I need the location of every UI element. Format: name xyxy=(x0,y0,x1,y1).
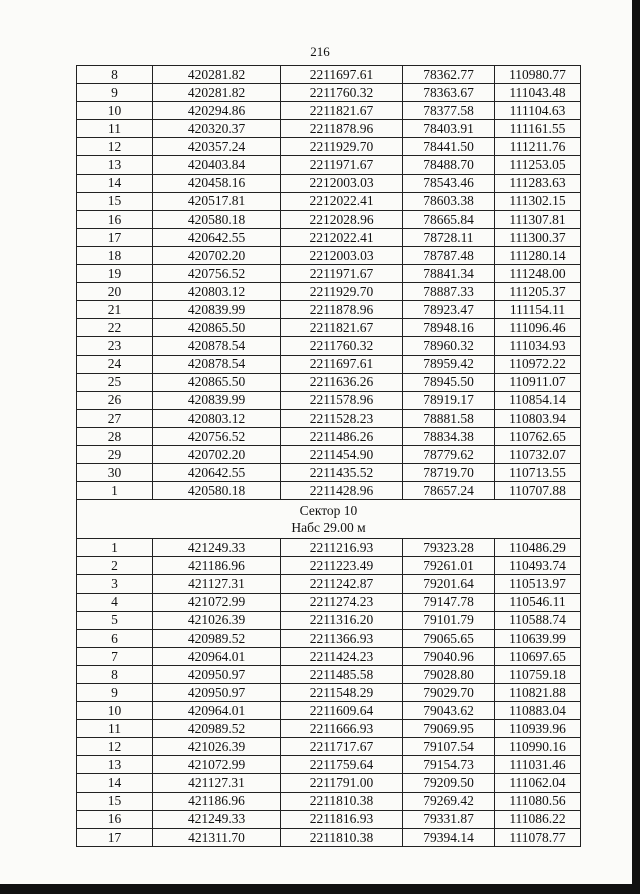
y-coordinate-cell: 2211454.90 xyxy=(281,445,403,463)
x-local-cell: 78441.50 xyxy=(403,138,495,156)
y-local-cell: 111104.63 xyxy=(495,102,581,120)
x-coordinate-cell: 420702.20 xyxy=(153,445,281,463)
x-local-cell: 78834.38 xyxy=(403,427,495,445)
x-coordinate-cell: 420878.54 xyxy=(153,337,281,355)
point-number-cell: 25 xyxy=(77,373,153,391)
y-local-cell: 110803.94 xyxy=(495,409,581,427)
y-coordinate-cell: 2211929.70 xyxy=(281,138,403,156)
x-coordinate-cell: 420989.52 xyxy=(153,720,281,738)
y-local-cell: 110713.55 xyxy=(495,464,581,482)
x-coordinate-cell: 420580.18 xyxy=(153,482,281,500)
point-number-cell: 18 xyxy=(77,246,153,264)
y-local-cell: 111205.37 xyxy=(495,283,581,301)
table-row xyxy=(77,464,581,482)
x-local-cell: 78923.47 xyxy=(403,301,495,319)
x-coordinate-cell: 420950.97 xyxy=(153,684,281,702)
y-local-cell: 111078.77 xyxy=(495,828,581,846)
point-number-cell: 16 xyxy=(77,210,153,228)
y-coordinate-cell: 2211971.67 xyxy=(281,156,403,174)
y-coordinate-cell: 2211697.61 xyxy=(281,66,403,84)
x-coordinate-cell: 420281.82 xyxy=(153,66,281,84)
y-coordinate-cell: 2211821.67 xyxy=(281,319,403,337)
y-local-cell: 110854.14 xyxy=(495,391,581,409)
y-local-cell: 110762.65 xyxy=(495,427,581,445)
sector-header xyxy=(77,500,581,539)
sector-height-label: Набс 29.00 м xyxy=(291,520,366,536)
x-local-cell: 79069.95 xyxy=(403,720,495,738)
point-number-cell: 9 xyxy=(77,84,153,102)
y-coordinate-cell: 2211223.49 xyxy=(281,557,403,575)
y-local-cell: 111161.55 xyxy=(495,120,581,138)
x-local-cell: 78779.62 xyxy=(403,445,495,463)
point-number-cell: 16 xyxy=(77,810,153,828)
x-coordinate-cell: 420357.24 xyxy=(153,138,281,156)
table-row xyxy=(77,283,581,301)
x-local-cell: 79261.01 xyxy=(403,557,495,575)
point-number-cell: 12 xyxy=(77,138,153,156)
x-coordinate-cell: 420580.18 xyxy=(153,210,281,228)
y-coordinate-cell: 2211666.93 xyxy=(281,720,403,738)
table-row xyxy=(77,702,581,720)
table-row xyxy=(77,482,581,500)
point-number-cell: 8 xyxy=(77,66,153,84)
y-coordinate-cell: 2211424.23 xyxy=(281,647,403,665)
point-number-cell: 15 xyxy=(77,792,153,810)
x-coordinate-cell: 421186.96 xyxy=(153,792,281,810)
x-local-cell: 78948.16 xyxy=(403,319,495,337)
x-local-cell: 78881.58 xyxy=(403,409,495,427)
scan-edge-bottom xyxy=(0,884,640,894)
x-local-cell: 78959.42 xyxy=(403,355,495,373)
y-local-cell: 110939.96 xyxy=(495,720,581,738)
y-local-cell: 111253.05 xyxy=(495,156,581,174)
y-coordinate-cell: 2211636.26 xyxy=(281,373,403,391)
table-row xyxy=(77,337,581,355)
point-number-cell: 3 xyxy=(77,575,153,593)
y-coordinate-cell: 2211929.70 xyxy=(281,283,403,301)
x-local-cell: 78665.84 xyxy=(403,210,495,228)
y-local-cell: 111307.81 xyxy=(495,210,581,228)
x-local-cell: 79154.73 xyxy=(403,756,495,774)
table-row xyxy=(77,228,581,246)
table-row xyxy=(77,427,581,445)
table-row xyxy=(77,84,581,102)
y-coordinate-cell: 2211717.67 xyxy=(281,738,403,756)
x-local-cell: 79323.28 xyxy=(403,539,495,557)
x-coordinate-cell: 420642.55 xyxy=(153,464,281,482)
x-local-cell: 79201.64 xyxy=(403,575,495,593)
table-row xyxy=(77,373,581,391)
y-local-cell: 110697.65 xyxy=(495,647,581,665)
x-coordinate-cell: 420839.99 xyxy=(153,391,281,409)
table-row xyxy=(77,391,581,409)
y-local-cell: 110732.07 xyxy=(495,445,581,463)
table-row xyxy=(77,647,581,665)
y-coordinate-cell: 2211486.26 xyxy=(281,427,403,445)
y-local-cell: 111211.76 xyxy=(495,138,581,156)
y-coordinate-cell: 2212022.41 xyxy=(281,192,403,210)
x-coordinate-cell: 420458.16 xyxy=(153,174,281,192)
y-coordinate-cell: 2211435.52 xyxy=(281,464,403,482)
y-coordinate-cell: 2211810.38 xyxy=(281,792,403,810)
table-row xyxy=(77,611,581,629)
y-local-cell: 110639.99 xyxy=(495,629,581,647)
point-number-cell: 14 xyxy=(77,774,153,792)
y-coordinate-cell: 2211759.64 xyxy=(281,756,403,774)
table-row xyxy=(77,665,581,683)
y-local-cell: 110493.74 xyxy=(495,557,581,575)
table-row xyxy=(77,138,581,156)
y-local-cell: 111062.04 xyxy=(495,774,581,792)
point-number-cell: 22 xyxy=(77,319,153,337)
x-local-cell: 78403.91 xyxy=(403,120,495,138)
x-coordinate-cell: 420320.37 xyxy=(153,120,281,138)
y-coordinate-cell: 2211216.93 xyxy=(281,539,403,557)
x-local-cell: 78960.32 xyxy=(403,337,495,355)
y-coordinate-cell: 2211878.96 xyxy=(281,120,403,138)
y-coordinate-cell: 2211578.96 xyxy=(281,391,403,409)
table-row xyxy=(77,210,581,228)
x-local-cell: 78841.34 xyxy=(403,265,495,283)
point-number-cell: 17 xyxy=(77,828,153,846)
point-number-cell: 11 xyxy=(77,720,153,738)
x-local-cell: 79029.70 xyxy=(403,684,495,702)
x-coordinate-cell: 420517.81 xyxy=(153,192,281,210)
x-local-cell: 78719.70 xyxy=(403,464,495,482)
y-coordinate-cell: 2211760.32 xyxy=(281,337,403,355)
y-coordinate-cell: 2211791.00 xyxy=(281,774,403,792)
y-local-cell: 110486.29 xyxy=(495,539,581,557)
point-number-cell: 21 xyxy=(77,301,153,319)
x-local-cell: 79269.42 xyxy=(403,792,495,810)
y-local-cell: 111154.11 xyxy=(495,301,581,319)
y-coordinate-cell: 2211485.58 xyxy=(281,665,403,683)
y-local-cell: 111096.46 xyxy=(495,319,581,337)
table-row xyxy=(77,265,581,283)
y-local-cell: 111280.14 xyxy=(495,246,581,264)
point-number-cell: 15 xyxy=(77,192,153,210)
point-number-cell: 5 xyxy=(77,611,153,629)
x-local-cell: 78657.24 xyxy=(403,482,495,500)
point-number-cell: 19 xyxy=(77,265,153,283)
y-coordinate-cell: 2212028.96 xyxy=(281,210,403,228)
x-local-cell: 78377.58 xyxy=(403,102,495,120)
x-coordinate-cell: 420403.84 xyxy=(153,156,281,174)
table-row xyxy=(77,593,581,611)
y-local-cell: 111300.37 xyxy=(495,228,581,246)
table-row xyxy=(77,66,581,84)
x-coordinate-cell: 421127.31 xyxy=(153,575,281,593)
x-local-cell: 79101.79 xyxy=(403,611,495,629)
y-coordinate-cell: 2211366.93 xyxy=(281,629,403,647)
x-local-cell: 78728.11 xyxy=(403,228,495,246)
x-coordinate-cell: 420964.01 xyxy=(153,647,281,665)
x-coordinate-cell: 421026.39 xyxy=(153,738,281,756)
x-local-cell: 79028.80 xyxy=(403,665,495,683)
x-local-cell: 79065.65 xyxy=(403,629,495,647)
x-local-cell: 78787.48 xyxy=(403,246,495,264)
point-number-cell: 13 xyxy=(77,756,153,774)
table-row xyxy=(77,192,581,210)
y-local-cell: 110513.97 xyxy=(495,575,581,593)
table-row xyxy=(77,575,581,593)
point-number-cell: 24 xyxy=(77,355,153,373)
x-local-cell: 78488.70 xyxy=(403,156,495,174)
x-local-cell: 79107.54 xyxy=(403,738,495,756)
table-row xyxy=(77,828,581,846)
y-coordinate-cell: 2211821.67 xyxy=(281,102,403,120)
y-local-cell: 111302.15 xyxy=(495,192,581,210)
point-number-cell: 11 xyxy=(77,120,153,138)
table-row xyxy=(77,174,581,192)
x-coordinate-cell: 420756.52 xyxy=(153,265,281,283)
y-local-cell: 110546.11 xyxy=(495,593,581,611)
point-number-cell: 12 xyxy=(77,738,153,756)
x-coordinate-cell: 420294.86 xyxy=(153,102,281,120)
point-number-cell: 27 xyxy=(77,409,153,427)
y-local-cell: 111031.46 xyxy=(495,756,581,774)
y-coordinate-cell: 2211609.64 xyxy=(281,702,403,720)
point-number-cell: 26 xyxy=(77,391,153,409)
x-coordinate-cell: 420756.52 xyxy=(153,427,281,445)
y-local-cell: 110588.74 xyxy=(495,611,581,629)
y-coordinate-cell: 2211878.96 xyxy=(281,301,403,319)
x-coordinate-cell: 420281.82 xyxy=(153,84,281,102)
sector-header-cell xyxy=(77,500,581,539)
point-number-cell: 14 xyxy=(77,174,153,192)
x-local-cell: 78362.77 xyxy=(403,66,495,84)
x-coordinate-cell: 420839.99 xyxy=(153,301,281,319)
point-number-cell: 7 xyxy=(77,647,153,665)
x-coordinate-cell: 421186.96 xyxy=(153,557,281,575)
x-coordinate-cell: 420803.12 xyxy=(153,283,281,301)
x-coordinate-cell: 420803.12 xyxy=(153,409,281,427)
point-number-cell: 6 xyxy=(77,629,153,647)
point-number-cell: 10 xyxy=(77,102,153,120)
y-coordinate-cell: 2211274.23 xyxy=(281,593,403,611)
x-coordinate-cell: 420950.97 xyxy=(153,665,281,683)
y-local-cell: 110980.77 xyxy=(495,66,581,84)
coordinates-table xyxy=(76,65,581,847)
y-local-cell: 110990.16 xyxy=(495,738,581,756)
x-local-cell: 78543.46 xyxy=(403,174,495,192)
point-number-cell: 1 xyxy=(77,482,153,500)
x-coordinate-cell: 420964.01 xyxy=(153,702,281,720)
x-local-cell: 79209.50 xyxy=(403,774,495,792)
y-local-cell: 111043.48 xyxy=(495,84,581,102)
point-number-cell: 23 xyxy=(77,337,153,355)
point-number-cell: 29 xyxy=(77,445,153,463)
section-2-rows xyxy=(77,539,581,847)
table-row xyxy=(77,120,581,138)
x-local-cell: 78919.17 xyxy=(403,391,495,409)
scan-edge-right xyxy=(632,0,640,894)
y-local-cell: 111086.22 xyxy=(495,810,581,828)
x-coordinate-cell: 420878.54 xyxy=(153,355,281,373)
point-number-cell: 28 xyxy=(77,427,153,445)
y-coordinate-cell: 2211548.29 xyxy=(281,684,403,702)
y-coordinate-cell: 2212003.03 xyxy=(281,174,403,192)
table-row xyxy=(77,720,581,738)
table-row xyxy=(77,102,581,120)
table-row xyxy=(77,629,581,647)
x-coordinate-cell: 420702.20 xyxy=(153,246,281,264)
y-coordinate-cell: 2211528.23 xyxy=(281,409,403,427)
point-number-cell: 30 xyxy=(77,464,153,482)
table-row xyxy=(77,246,581,264)
y-local-cell: 110911.07 xyxy=(495,373,581,391)
y-coordinate-cell: 2212022.41 xyxy=(281,228,403,246)
x-coordinate-cell: 421026.39 xyxy=(153,611,281,629)
x-coordinate-cell: 421249.33 xyxy=(153,810,281,828)
x-coordinate-cell: 420642.55 xyxy=(153,228,281,246)
table-row xyxy=(77,409,581,427)
y-local-cell: 111080.56 xyxy=(495,792,581,810)
point-number-cell: 20 xyxy=(77,283,153,301)
table-row xyxy=(77,156,581,174)
y-coordinate-cell: 2211760.32 xyxy=(281,84,403,102)
x-local-cell: 78945.50 xyxy=(403,373,495,391)
x-local-cell: 79040.96 xyxy=(403,647,495,665)
table-row xyxy=(77,810,581,828)
x-local-cell: 79331.87 xyxy=(403,810,495,828)
table-row xyxy=(77,557,581,575)
table-row xyxy=(77,774,581,792)
y-coordinate-cell: 2211971.67 xyxy=(281,265,403,283)
point-number-cell: 9 xyxy=(77,684,153,702)
x-local-cell: 79147.78 xyxy=(403,593,495,611)
table-row xyxy=(77,756,581,774)
y-coordinate-cell: 2211316.20 xyxy=(281,611,403,629)
table-row xyxy=(77,539,581,557)
table-row xyxy=(77,445,581,463)
x-local-cell: 78887.33 xyxy=(403,283,495,301)
point-number-cell: 4 xyxy=(77,593,153,611)
y-coordinate-cell: 2211428.96 xyxy=(281,482,403,500)
x-coordinate-cell: 421072.99 xyxy=(153,593,281,611)
table-row xyxy=(77,301,581,319)
y-local-cell: 110759.18 xyxy=(495,665,581,683)
y-coordinate-cell: 2212003.03 xyxy=(281,246,403,264)
sector-title: Сектор 10 xyxy=(299,503,358,519)
y-local-cell: 110821.88 xyxy=(495,684,581,702)
y-coordinate-cell: 2211810.38 xyxy=(281,828,403,846)
x-coordinate-cell: 420865.50 xyxy=(153,373,281,391)
table-row xyxy=(77,792,581,810)
y-local-cell: 110707.88 xyxy=(495,482,581,500)
x-coordinate-cell: 420989.52 xyxy=(153,629,281,647)
y-local-cell: 110883.04 xyxy=(495,702,581,720)
point-number-cell: 8 xyxy=(77,665,153,683)
x-local-cell: 79043.62 xyxy=(403,702,495,720)
page-number: 216 xyxy=(310,44,330,59)
x-coordinate-cell: 421249.33 xyxy=(153,539,281,557)
x-coordinate-cell: 420865.50 xyxy=(153,319,281,337)
x-local-cell: 79394.14 xyxy=(403,828,495,846)
point-number-cell: 10 xyxy=(77,702,153,720)
x-coordinate-cell: 421311.70 xyxy=(153,828,281,846)
y-local-cell: 111248.00 xyxy=(495,265,581,283)
table-row xyxy=(77,684,581,702)
table-row xyxy=(77,355,581,373)
y-local-cell: 111034.93 xyxy=(495,337,581,355)
point-number-cell: 17 xyxy=(77,228,153,246)
y-coordinate-cell: 2211697.61 xyxy=(281,355,403,373)
point-number-cell: 1 xyxy=(77,539,153,557)
x-local-cell: 78363.67 xyxy=(403,84,495,102)
y-coordinate-cell: 2211816.93 xyxy=(281,810,403,828)
y-coordinate-cell: 2211242.87 xyxy=(281,575,403,593)
x-local-cell: 78603.38 xyxy=(403,192,495,210)
point-number-cell: 2 xyxy=(77,557,153,575)
x-coordinate-cell: 421072.99 xyxy=(153,756,281,774)
table-row xyxy=(77,738,581,756)
y-local-cell: 110972.22 xyxy=(495,355,581,373)
y-local-cell: 111283.63 xyxy=(495,174,581,192)
x-coordinate-cell: 421127.31 xyxy=(153,774,281,792)
point-number-cell: 13 xyxy=(77,156,153,174)
sector-header-row xyxy=(77,500,581,539)
section-1-rows xyxy=(77,66,581,500)
table-row xyxy=(77,319,581,337)
